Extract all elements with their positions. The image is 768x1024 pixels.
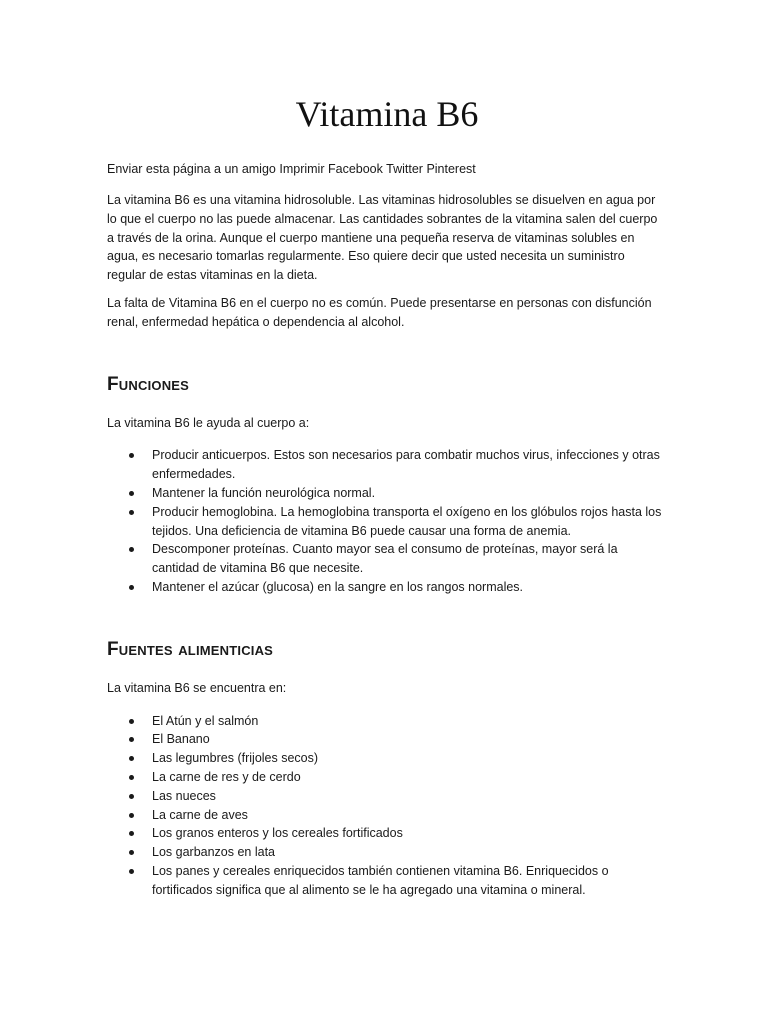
list-item: Producir anticuerpos. Estos son necesarios para combatir muchos virus, infecciones y otras enfermedades. xyxy=(107,446,667,484)
share-links xyxy=(107,160,667,179)
list-item: Las legumbres (frijoles secos) xyxy=(107,749,667,768)
share-link-facebook[interactable]: Facebook xyxy=(327,162,383,176)
list-item: Mantener el azúcar (glucosa) en la sangre en los rangos normales. xyxy=(107,578,667,597)
list-item: La carne de res y de cerdo xyxy=(107,768,667,787)
share-link-print[interactable]: Imprimir xyxy=(279,162,325,176)
list-item: Producir hemoglobina. La hemoglobina transporta el oxígeno en los glóbulos rojos hasta los tejidos. Una deficiencia de vitamina B6 puede causar una forma de anemia. xyxy=(107,503,667,541)
list-item: La carne de aves xyxy=(107,806,667,825)
list-item: El Atún y el salmón xyxy=(107,712,667,731)
section-lead: La vitamina B6 le ayuda al cuerpo a: xyxy=(107,415,310,430)
list-item: Los garbanzos en lata xyxy=(107,843,667,862)
section-lead: La vitamina B6 se encuentra en: xyxy=(107,680,287,695)
share-link-pinterest[interactable]: Pinterest xyxy=(426,162,476,176)
list-item: Mantener la función neurológica normal. xyxy=(107,484,667,503)
list-item: Las nueces xyxy=(107,787,667,806)
list-item: Los panes y cereales enriquecidos también contienen vitamina B6. Enriquecidos o fortificados significa que al alimento se le ha agregado una vitamina o mineral. xyxy=(107,862,667,900)
share-link-email[interactable]: Enviar esta página a un amigo xyxy=(107,162,276,176)
funciones-list xyxy=(107,446,667,596)
share-link-twitter[interactable]: Twitter xyxy=(386,162,423,176)
list-item: Los granos enteros y los cereales fortificados xyxy=(107,824,667,843)
list-item: Descomponer proteínas. Cuanto mayor sea el consumo de proteínas, mayor será la cantidad de vitamina B6 que necesite. xyxy=(107,540,667,578)
section-heading-funciones: Funciones xyxy=(107,373,190,395)
document-page xyxy=(107,88,667,900)
intro-paragraph: La vitamina B6 es una vitamina hidrosoluble. Las vitaminas hidrosolubles se disuelven en agua por lo que el cuerpo no las puede almacenar. Las cantidades sobrantes de la vitamina salen del cuerpo a través de la orina. Aunque el cuerpo mantiene una pequeña reserva de vitaminas solubles en agua, es necesario tomarlas regularmente. Eso quiere decir que usted necesita un suministro regular de estas vitaminas en la dieta. xyxy=(107,193,658,283)
intro-paragraph: La falta de Vitamina B6 en el cuerpo no es común. Puede presentarse en personas con disfunción renal, enfermedad hepática o dependencia al alcohol. xyxy=(107,295,652,329)
section-heading-fuentes: Fuentes alimenticias xyxy=(107,638,274,660)
list-item: El Banano xyxy=(107,730,667,749)
fuentes-list xyxy=(107,712,667,900)
page-title: Vitamina B6 xyxy=(295,94,479,134)
